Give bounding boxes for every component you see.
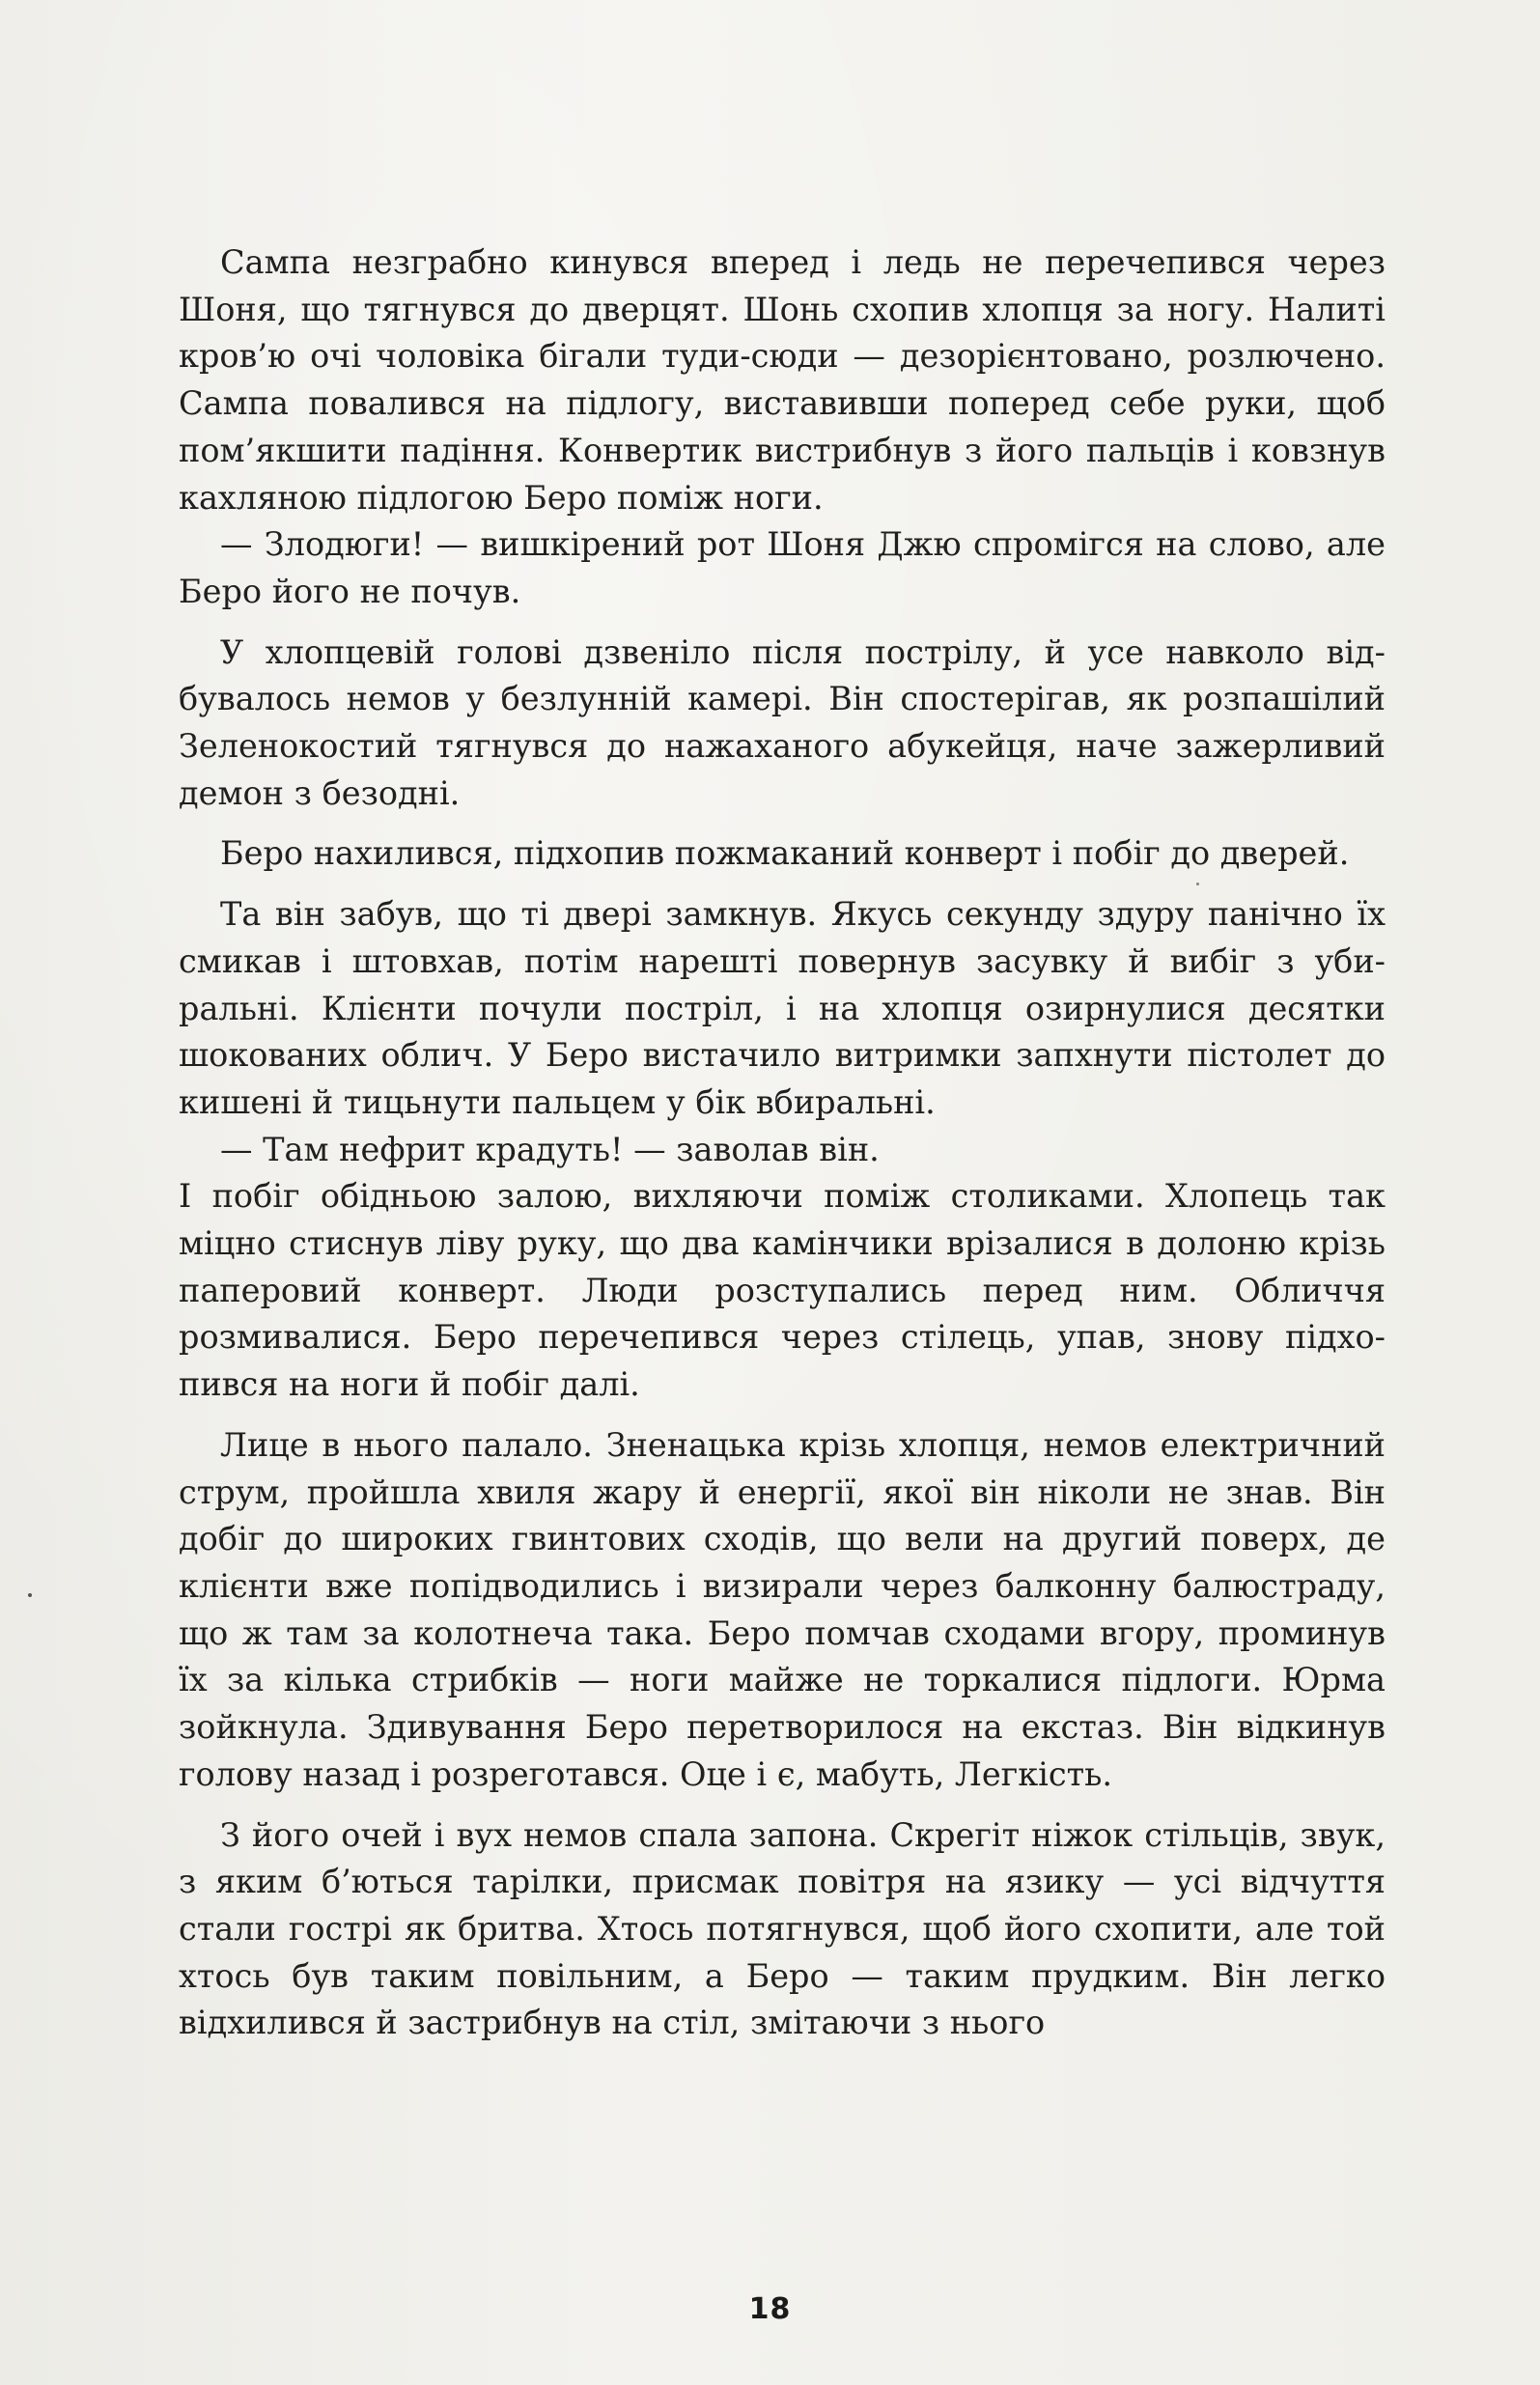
paragraph-2: — Злодюги! — вишкірений рот Шоня Джю спромігся на слово, але Беро його не почув.	[179, 525, 1386, 610]
paper-speck	[1196, 883, 1199, 885]
paragraph-4: Беро нахилився, підхопив пожмаканий конверт і побіг до дверей.	[220, 834, 1350, 873]
paragraph-6: — Там нефрит крадуть! — заволав він.	[220, 1130, 880, 1168]
paragraph-7: І побіг обідньою залою, вихляючи поміж столиками. Хлопець так міцно стиснув ліву руку, що два камінчики врізалися в долоню крізь паперовий конверт. Люди розступались перед ним. Обличчя розмивалися. Беро перечепився через стілець, упав, знову підхопився на ноги й побіг далі.	[179, 1177, 1386, 1404]
paragraph-5: Та він забув, що ті двері замкнув. Якусь секунду здуру панічно їх смикав і штовхав, потім нарешті повернув засувку й вибіг з убиральні. Клієнти почули постріл, і на хлопця озирнулися десятки шокованих облич. У Беро вистачило витримки запхнути пістолет до кишені й тицьнути пальцем у бік вбиральні.	[179, 895, 1386, 1121]
paper-speck	[28, 1593, 32, 1597]
paragraph-1: Сампа незграбно кинувся вперед і ледь не перечепився через Шоня, що тягнувся до дверцят. Шонь схопив хлопця за ногу. Налиті кров’ю очі чоловіка бігали туди-сюди — дезорієнтовано, розлючено. Сампа повалився на підлогу, виставивши поперед себе руки, щоб пом’якшити падіння. Конвертик вистрибнув з його пальців і ковзнув кахляною підлогою Беро поміж ноги.	[179, 243, 1386, 517]
paragraph-9: З його очей і вух немов спала запона. Скрегіт ніжок стільців, звук, з яким б’ються тарілки, присмак повітря на язику — усі відчуття стали гострі як бритва. Хтось потягнувся, щоб його схопити, але той хтось був таким повільним, а Беро — таким прудким. Він легко відхилився й застрибнув на стіл, змітаючи з нього	[179, 1815, 1386, 2042]
paragraph-3: У хлопцевій голові дзвеніло після пострілу, й усе навколо відбувалось немов у безлунній камері. Він спостерігав, як розпашілий Зеленокостий тягнувся до нажаханого абукейця, наче зажерливий демон з безодні.	[179, 632, 1386, 812]
paragraph-8: Лице в нього палало. Зненацька крізь хлопця, немов електричний струм, пройшла хвиля жару й енергії, якої він ніколи не знав. Він добіг до широких гвинтових сходів, що вели на другий поверх, де клієнти вже попідводились і визирали через балконну балюстраду, що ж там за колотнеча така. Беро помчав сходами вгору, проминув їх за кілька стрибків — ноги майже не торкалися підлоги. Юрма зойкнула. Здивування Беро перетворилося на екстаз. Він відкинув голову назад і розреготався. Оце і є, мабуть, Легкість.	[179, 1425, 1386, 1793]
body-text	[179, 239, 1386, 2047]
page-number: 18	[748, 2292, 792, 2326]
